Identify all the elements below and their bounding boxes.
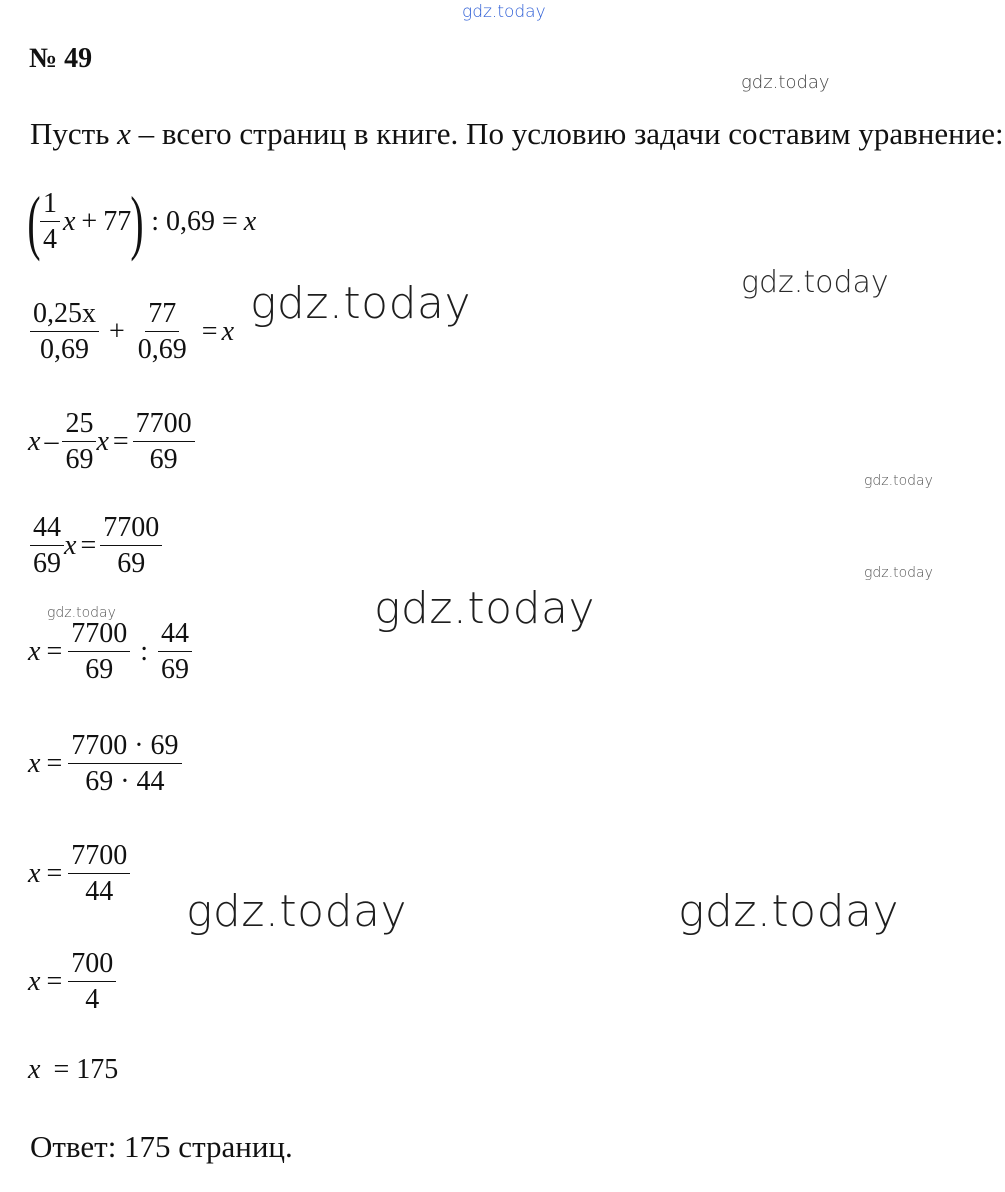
denominator: 44 (85, 876, 114, 907)
watermark-small: gdz.today (47, 605, 116, 621)
operator: = (46, 636, 63, 667)
denominator: 0,69 (40, 334, 89, 365)
fraction (135, 300, 190, 364)
denominator: 0,69 (137, 334, 187, 365)
variable: x (28, 748, 41, 779)
fraction (68, 620, 130, 684)
operator: = (80, 530, 97, 561)
equation-3 (28, 410, 195, 474)
denominator: 4 (85, 984, 100, 1015)
equation-5 (28, 620, 192, 684)
numerator: 7700 (100, 514, 162, 546)
answer-text: Ответ: 175 страниц. (30, 1129, 293, 1164)
variable: x (28, 636, 41, 667)
equation-2 (30, 300, 234, 364)
right-paren: ) (130, 182, 144, 262)
intro-text (30, 118, 1004, 149)
fraction (68, 732, 181, 796)
operator: – (44, 426, 59, 457)
watermark-small: gdz.today (864, 565, 933, 581)
term: : 0,69 = (151, 206, 238, 237)
equation-9 (28, 1056, 118, 1084)
numerator: 7700 (133, 410, 195, 442)
numerator: 44 (158, 620, 192, 652)
fraction (100, 514, 162, 578)
operator: = (112, 426, 129, 457)
intro-before: Пусть (30, 116, 118, 151)
numerator: 44 (30, 514, 64, 546)
watermark-medium: gdz.today (741, 265, 889, 300)
equation-7 (28, 842, 130, 906)
fraction (68, 950, 116, 1014)
denominator: 69 (161, 654, 190, 685)
numerator: 700 (68, 950, 116, 982)
equation-8 (28, 950, 116, 1014)
variable: x (62, 206, 76, 237)
numerator: 1 (40, 190, 60, 222)
variable: x (28, 858, 41, 889)
fraction (68, 842, 130, 906)
denominator: 69 (85, 654, 114, 685)
numerator: 0,25x (30, 300, 99, 332)
variable: x (96, 426, 109, 457)
fraction (40, 190, 60, 254)
denominator: 4 (42, 224, 57, 255)
numerator: 25 (62, 410, 96, 442)
watermark-large: gdz.today (678, 886, 900, 937)
intro-var: x (117, 116, 131, 151)
variable: x (28, 426, 41, 457)
denominator: 69 (149, 444, 178, 475)
intro-after: – всего страниц в книге. По условию задачи составим уравнение: (130, 116, 1004, 151)
variable: x (28, 1054, 41, 1085)
variable: x (243, 206, 257, 237)
numerator: 7700 · 69 (68, 732, 181, 764)
fraction (62, 410, 96, 474)
denominator: 69 (117, 548, 146, 579)
result: = 175 (53, 1054, 119, 1085)
fraction (30, 514, 64, 578)
watermark-large: gdz.today (186, 886, 408, 937)
variable: x (64, 530, 77, 561)
fraction (30, 300, 99, 364)
operator: = (46, 748, 63, 779)
term: 77 (103, 206, 132, 237)
numerator: 7700 (68, 620, 130, 652)
operator: = (46, 966, 63, 997)
operator: + (81, 206, 98, 237)
variable: x (221, 316, 235, 347)
fraction (158, 620, 192, 684)
operator: : (140, 636, 149, 667)
denominator: 69 (65, 444, 94, 475)
equation-1 (27, 182, 257, 262)
equation-4 (30, 514, 162, 578)
operator: = (201, 316, 218, 347)
operator: = (46, 858, 63, 889)
numerator: 7700 (68, 842, 130, 874)
fraction (133, 410, 195, 474)
operator: + (109, 316, 125, 347)
denominator: 69 · 44 (85, 766, 165, 797)
variable: x (28, 966, 41, 997)
watermark-small: gdz.today (741, 72, 830, 93)
equation-6 (28, 732, 182, 796)
watermark-large: gdz.today (374, 583, 596, 634)
denominator: 69 (33, 548, 61, 579)
left-paren: ( (27, 182, 41, 262)
problem-number: № 49 (29, 43, 93, 74)
watermark-top: gdz.today (462, 2, 546, 22)
watermark-large: gdz.today (250, 278, 472, 329)
numerator: 77 (145, 300, 179, 332)
watermark-small: gdz.today (864, 473, 933, 489)
